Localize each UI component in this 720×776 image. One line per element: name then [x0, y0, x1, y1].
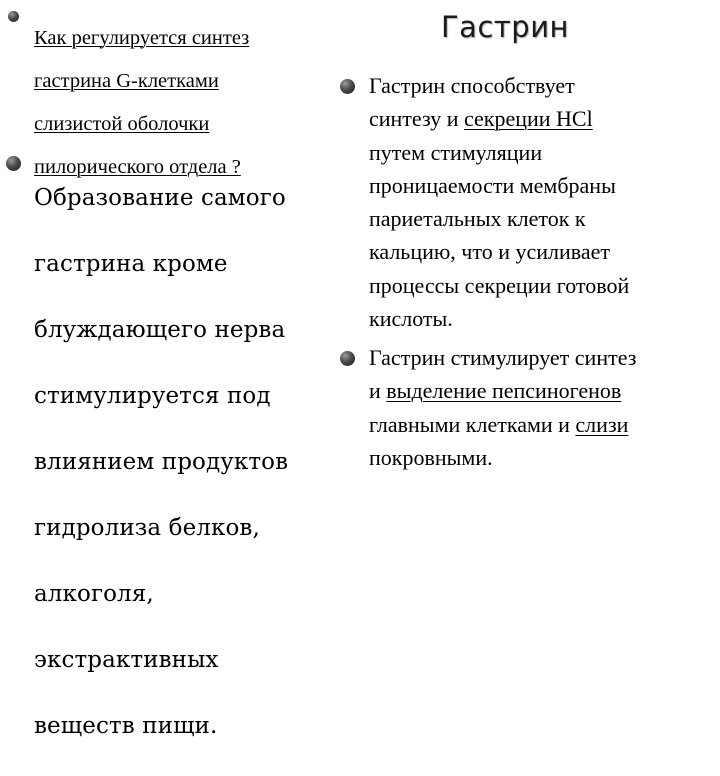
right-point-1 — [369, 69, 719, 335]
text-span: и — [369, 378, 387, 404]
bullet-icon — [6, 156, 21, 171]
left-point-line: экстрактивных — [34, 647, 219, 673]
question-line: слизистой оболочки — [34, 112, 210, 135]
left-point-line: веществ пищи. — [34, 713, 218, 739]
bullet-icon — [340, 351, 355, 366]
text-span: главными клетками и — [369, 411, 576, 437]
right-point-line — [369, 102, 719, 135]
left-point-line: алкоголя, — [34, 581, 154, 607]
right-point-line: кислоты. — [369, 306, 453, 332]
right-point-line: Гастрин стимулирует синтез — [369, 345, 637, 370]
bullet-icon — [340, 79, 355, 94]
left-point-text — [34, 149, 334, 776]
underlined-text: выделение пепсиногенов — [386, 378, 622, 404]
left-point-line: влиянием продуктов — [34, 449, 289, 475]
left-point-line: гастрина кроме — [34, 251, 228, 277]
right-point-line: покровными. — [369, 444, 493, 470]
text-span: синтезу и — [369, 106, 464, 132]
left-point-line: Образование самого — [34, 185, 286, 211]
question-line: Как регулируется синтез — [34, 26, 250, 49]
left-point-line: стимулируется под — [34, 383, 271, 409]
right-point-line — [369, 374, 719, 407]
left-point-line: блуждающего нерва — [34, 317, 286, 343]
right-point-line — [369, 408, 719, 441]
page-title: Гастрин — [441, 10, 570, 44]
right-point-line: Гастрин способствует — [369, 73, 575, 98]
right-point-line: кальцию, что и усиливает — [369, 239, 611, 265]
bullet-icon — [8, 11, 19, 22]
question-line: пилорического отдела ? — [34, 155, 241, 178]
question-line: гастрина G-клетками — [34, 69, 219, 92]
left-point-line: гидролиза белков, — [34, 515, 260, 541]
right-point-line: проницаемости мембраны — [369, 172, 616, 198]
right-point-line: процессы секреции готовой — [369, 272, 630, 298]
underlined-text: слизи — [575, 411, 629, 437]
underlined-text: секреции НCl — [463, 106, 593, 132]
right-point-2 — [369, 341, 719, 474]
right-point-line: путем стимуляции — [369, 139, 543, 165]
right-point-line: париетальных клеток к — [369, 206, 586, 232]
